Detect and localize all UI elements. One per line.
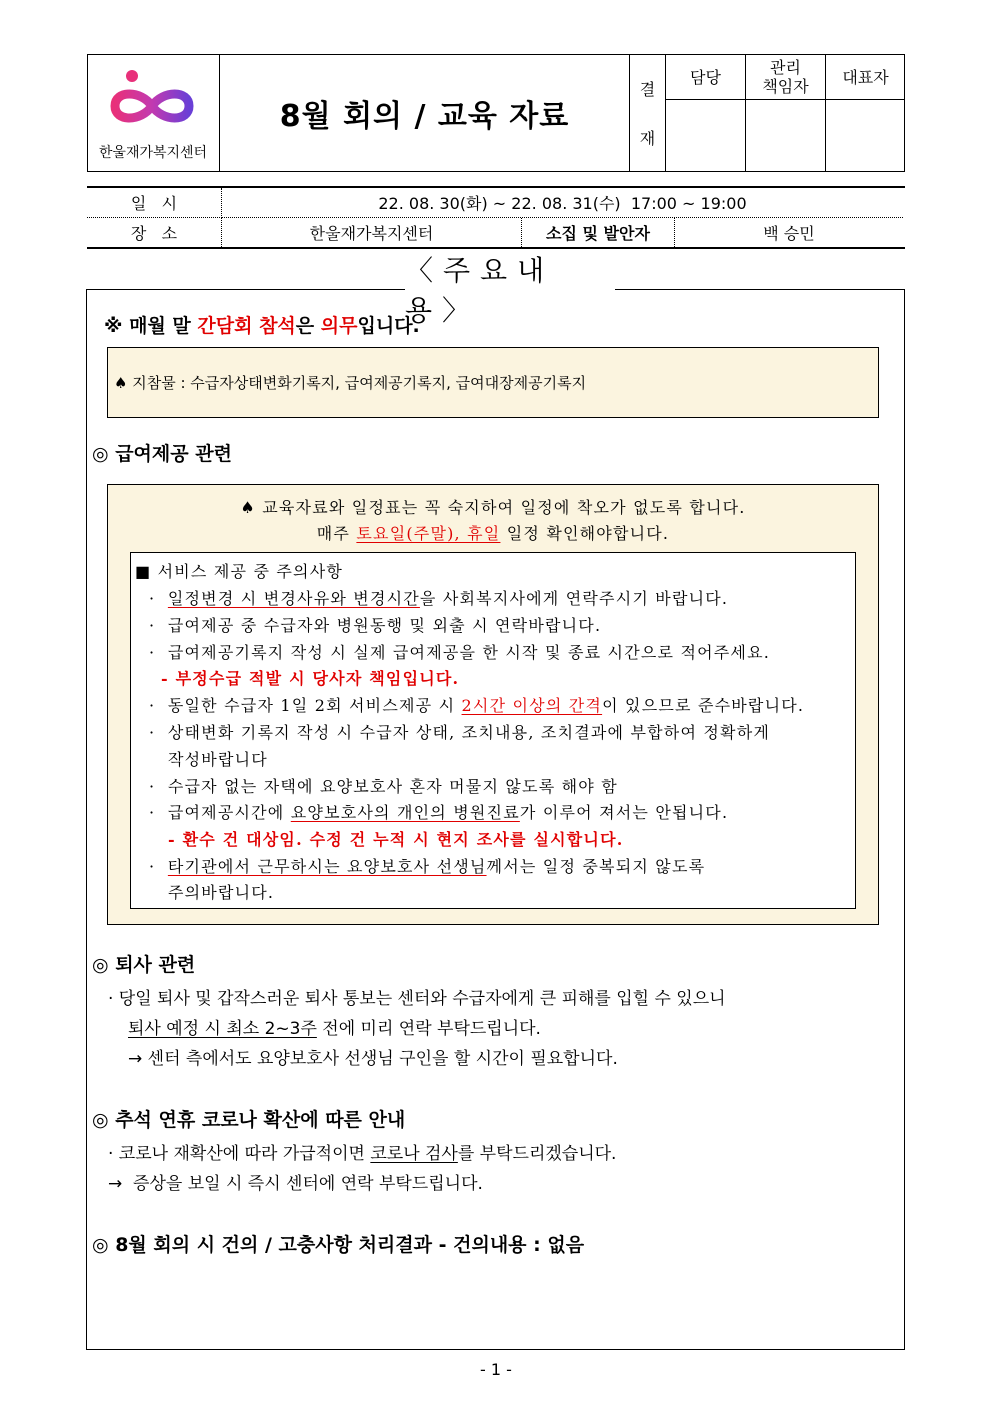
resign-line-1: · 당일 퇴사 및 갑작스러운 퇴사 통보는 센터와 수급자에게 큰 피해를 입힐 수 있으니 <box>108 989 726 1009</box>
caution-item: · 동일한 수급자 1일 2회 서비스제공 시 2시간 이상의 간격이 있으므로 준수바랍니다. <box>149 696 805 715</box>
logo-icon <box>107 66 197 132</box>
approval-sign-3 <box>826 100 905 172</box>
cautions-box <box>130 552 856 909</box>
approval-side-top: 결 <box>639 80 656 99</box>
mandatory-notice: ※ 매월 말 간담회 참석은 의무입니다. <box>104 315 420 337</box>
logo-cell <box>87 54 220 172</box>
date-value: 22. 08. 30(화) ~ 22. 08. 31(수) 17:00 ~ 19:00 <box>222 188 903 218</box>
caution-item: · 상태변화 기록지 작성 시 수급자 상태, 조치내용, 조치결과에 부합하여 정확하게 <box>149 723 771 742</box>
approval-block <box>630 54 905 172</box>
covid-line-1: · 코로나 재확산에 따라 가급적이면 코로나 검사를 부탁드리겠습니다. <box>108 1144 617 1164</box>
benefit-line-2: 매주 토요일(주말), 휴일 일정 확인해야합니다. <box>316 524 670 543</box>
caution-item: · 급여제공 중 수급자와 병원동행 및 외출 시 연락바랍니다. <box>149 616 602 635</box>
caution-warning: - 환수 건 대상임. 수정 건 누적 시 현지 조사를 실시합니다. <box>168 830 624 849</box>
caution-warning: - 부정수급 적발 시 당사자 책임입니다. <box>161 669 460 688</box>
caution-item-cont: 주의바랍니다. <box>168 883 275 902</box>
presenter-value: 백 승민 <box>763 224 815 243</box>
caution-item: · 수급자 없는 자택에 요양보호사 혼자 머물지 않도록 해야 함 <box>149 777 618 796</box>
approval-col-1: 담당 <box>666 54 746 100</box>
caution-item-cont: 작성바랍니다 <box>168 750 268 769</box>
approval-col-3: 대표자 <box>826 54 905 100</box>
place-value: 한울재가복지센터 <box>222 218 522 247</box>
covid-line-2: → 증상을 보일 시 즉시 센터에 연락 부탁드립니다. <box>108 1174 483 1194</box>
org-name: 한울재가복지센터 <box>98 145 208 161</box>
materials-box <box>107 347 879 418</box>
main-heading: 〈주요내용〉 <box>405 270 615 308</box>
materials-text: ♠ 지참물 : 수급자상태변화기록지, 급여제공기록지, 급여대장제공기록지 <box>114 374 587 392</box>
section-suggestion-heading: ◎ 8월 회의 시 건의 / 고충사항 처리결과 - 건의내용 : 없음 <box>92 1234 585 1256</box>
info-table <box>87 186 905 249</box>
cautions-title: ■ 서비스 제공 중 주의사항 <box>135 562 344 581</box>
section-resign-heading: ◎ 퇴사 관련 <box>92 954 196 976</box>
caution-item: · 급여제공시간에 요양보호사의 개인의 병원진료가 이루어 져서는 안됩니다. <box>149 803 729 822</box>
approval-side-bottom: 재 <box>639 129 656 148</box>
section-covid-heading: ◎ 추석 연휴 코로나 확산에 따른 안내 <box>92 1109 406 1131</box>
date-label: 일 시 <box>87 188 222 218</box>
approval-sign-2 <box>746 100 826 172</box>
presenter-label: 소집 및 발안자 <box>522 218 675 247</box>
page-title: 8월 회의 / 교육 자료 <box>220 54 630 172</box>
approval-side-label <box>630 54 666 172</box>
caution-item: · 일정변경 시 변경사유와 변경시간을 사회복지사에게 연락주시기 바랍니다. <box>149 589 729 608</box>
benefit-line-1: ♠ 교육자료와 일정표는 꼭 숙지하여 일정에 착오가 없도록 합니다. <box>240 498 746 517</box>
resign-line-2: 퇴사 예정 시 최소 2~3주 전에 미리 연락 부탁드립니다. <box>128 1019 541 1039</box>
page-number: - 1 - <box>480 1360 512 1379</box>
approval-sign-1 <box>666 100 746 172</box>
section-benefit-heading: ◎ 급여제공 관련 <box>92 443 232 465</box>
resign-line-3: → 센터 측에서도 요양보호사 선생님 구인을 할 시간이 필요합니다. <box>128 1049 618 1069</box>
caution-item: · 타기관에서 근무하시는 요양보호사 선생님께서는 일정 중복되지 않도록 <box>149 857 706 876</box>
caution-item: · 급여제공기록지 작성 시 실제 급여제공을 한 시작 및 종료 시간으로 적어주세요. <box>149 643 771 662</box>
approval-col-2: 관리 책임자 <box>746 54 826 100</box>
place-label: 장 소 <box>87 218 222 247</box>
